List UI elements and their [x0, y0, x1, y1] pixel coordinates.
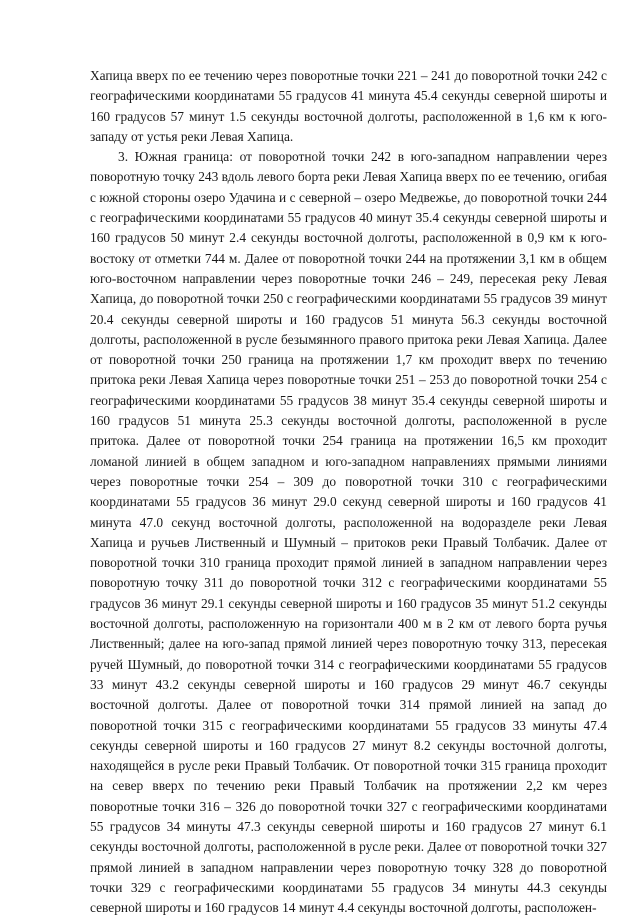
paragraph-continuation: Хапица вверх по ее течению через поворотные точки 221 – 241 до поворотной точки 242 с географическими координатами 55 градусов 41 минута 45.4 секунды северной широты и 160 градусов 57 минут 1.5 секунды восточной долготы, расположенной в 1,6 км к юго-западу от устья реки Левая Хапица.	[90, 68, 607, 144]
document-page	[90, 66, 607, 918]
paragraph-south-border: 3. Южная граница: от поворотной точки 242 в юго-западном направлении через поворотную точку 243 вдоль левого борта реки Левая Хапица вверх по ее течению, огибая с южной стороны озеро Удачина и с северной – озеро Медвежье, до поворотной точки 244 с географическими координатами 55 градусов 40 минут 35.4 секунды северной широты и 160 градусов 50 минут 2.4 секунды восточной долготы, расположенной в 0,9 км к юго-востоку от отметки 744 м. Далее от поворотной точки 244 на протяжении 3,1 км в общем юго-восточном направлении через поворотные точки 246 – 249, пересекая реку Левая Хапица, до поворотной точки 250 с географическими координатами 55 градусов 39 минут 20.4 секунды северной широты и 160 градусов 51 минута 56.3 секунды восточной долготы, расположенной в русле безымянного правого притока реки Левая Хапица. Далее от поворотной точки 250 граница на протяжении 1,7 км проходит вверх по течению притока реки Левая Хапица через поворотные точки 251 – 253 до поворотной точки 254 с географическими координатами 55 градусов 38 минут 35.4 секунды северной широты и 160 градусов 51 минута 25.3 секунды восточной долготы, расположенной в русле притока. Далее от поворотной точки 254 граница на протяжении 16,5 км проходит ломаной линией в общем западном и юго-западном направлениях прямыми линиями через поворотные точки 254 – 309 до поворотной точки 310 с географическими координатами 55 градусов 36 минут 29.0 секунд северной широты и 160 градусов 41 минута 47.0 секунд восточной долготы, расположенной на водоразделе реки Левая Хапица и ручьев Лиственный и Шумный – притоков реки Правый Толбачик. Далее от поворотной точки 310 граница проходит прямой линией в западном направлении через поворотную точку 311 до поворотной точки 312 с географическими координатами 55 градусов 36 минут 29.1 секунды северной широты и 160 градусов 35 минут 51.2 секунды восточной долготы, расположенную на горизонтали 400 м в 2 км от левого борта ручья Лиственный; далее на юго-запад прямой линией через поворотную точку 313, пересекая ручей Шумный, до поворотной точки 314 с географическими координатами 55 градусов 33 минут 43.2 секунды северной широты и 160 градусов 29 минут 46.7 секунды восточной долготы. Далее от поворотной точки 314 прямой линией на запад до поворотной точки 315 с географическими координатами 55 градусов 33 минуты 47.4 секунды северной широты и 160 градусов 27 минут 8.2 секунды восточной долготы, находящейся в русле реки Правый Толбачик. От поворотной точки 315 граница проходит на север вверх по течению реки Правый Толбачик на протяжении 2,2 км через поворотные точки 316 – 326 до поворотной точки 327 с географическими координатами 55 градусов 34 минуты 47.3 секунды северной широты и 160 градусов 27 минут 6.1 секунды восточной долготы, расположенной в русле реки. Далее от поворотной точки 327 прямой линией в западном направлении через поворотную точку 328 до поворотной точки 329 с географическими координатами 55 градусов 34 минуты 44.3 секунды северной широты и 160 градусов 14 минут 4.4 секунды восточной долготы, расположен-	[90, 149, 607, 916]
